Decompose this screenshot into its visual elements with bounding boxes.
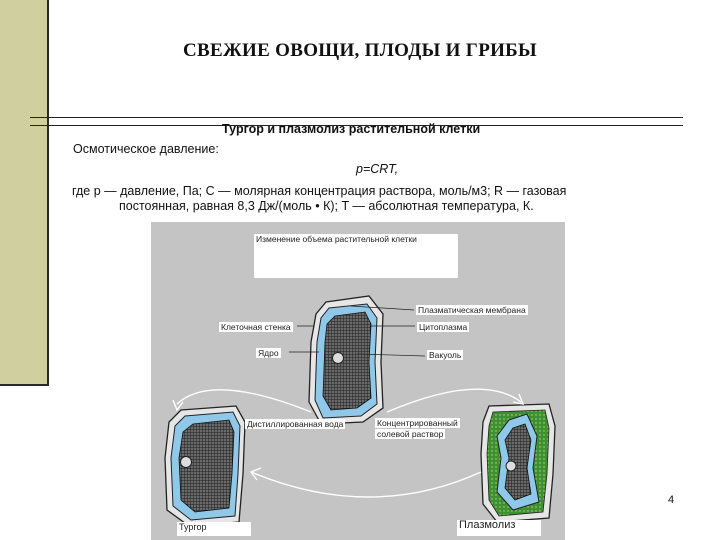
slide-title: СВЕЖИЕ ОВОЩИ, ПЛОДЫ И ГРИБЫ [183,40,537,61]
formula: p=CRT, [356,162,399,176]
explanation-line-1: где p — давление, Па; C — молярная концентрация раствора, моль/м3; R — газовая [72,184,567,198]
page-number: 4 [668,494,675,506]
title-divider-top [30,117,683,118]
label-distilled-water: Дистиллированная вода [247,419,344,429]
label-turgor: Тургор [177,522,251,536]
label-cytoplasm: Цитоплазма [419,322,468,332]
label-salt-solution-1: Концентрированный [377,418,458,428]
arrow-back [251,472,481,497]
slide-subtitle: Тургор и плазмолиз растительной клетки [222,122,481,136]
label-plasmolysis: Плазмолиз [457,520,541,536]
plasmolysis-cell [481,404,555,522]
normal-cell [309,296,383,424]
nucleus-icon [333,353,344,364]
explanation-line-2: постоянная, равная 8,3 Дж/(моль • К); T — абсолютная температура, К. [119,199,534,213]
label-cell-wall: Клеточная стенка [221,322,291,332]
cell-diagram [151,222,565,540]
turgor-cell [165,406,245,526]
label-plasma-membrane: Плазматическая мембрана [418,305,526,315]
figure-header: Изменение объема растительной клетки [254,234,458,278]
label-vacuole: Вакуоль [429,350,462,360]
intro-text: Осмотическое давление: [73,142,219,156]
label-salt-solution-2: солевой раствор [377,429,444,439]
label-nucleus: Ядро [258,348,279,358]
